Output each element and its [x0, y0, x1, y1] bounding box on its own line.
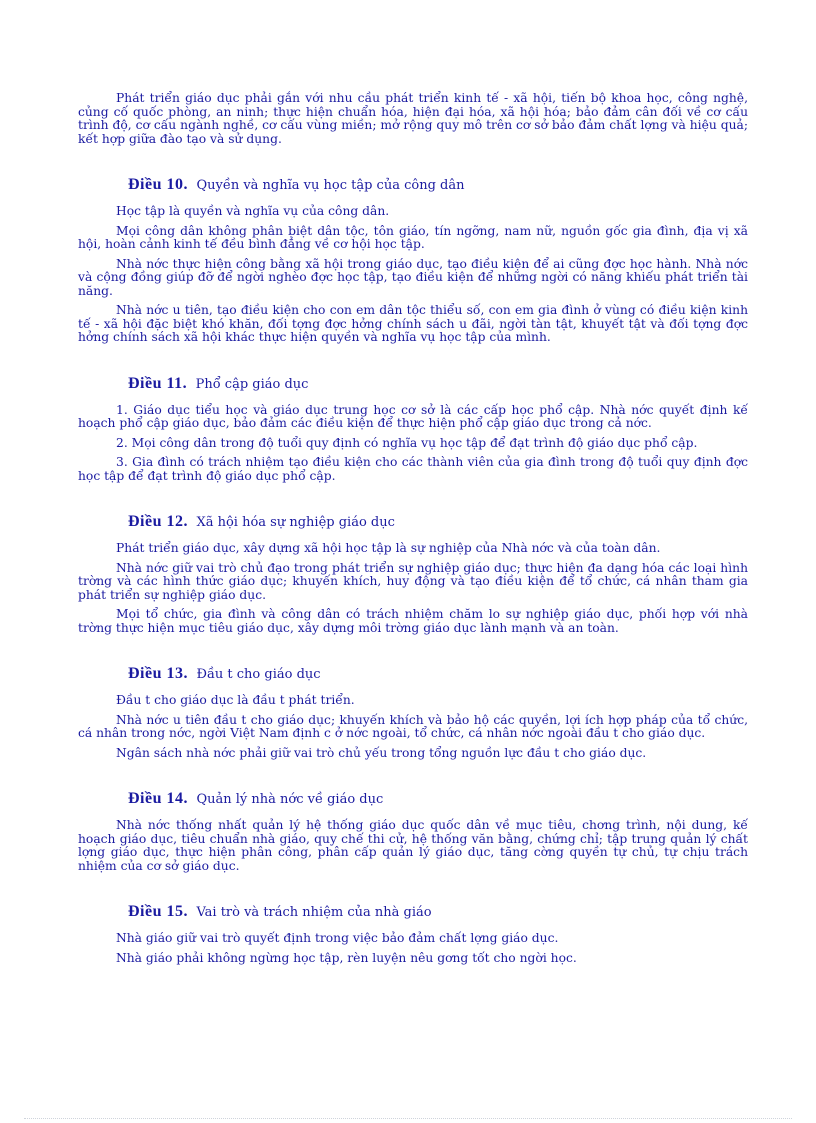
article-number: Điều 14. — [128, 790, 188, 807]
article-heading — [128, 176, 748, 195]
article-heading — [128, 790, 748, 809]
article-title: Quyền và nghĩa vụ học tập của công dân — [196, 178, 465, 193]
article-14 — [78, 790, 748, 873]
article-title: Xã hội hóa sự nghiệp giáo dục — [196, 515, 395, 530]
article-10 — [78, 176, 748, 345]
paragraph: Học tập là quyền và nghĩa vụ của công dân. — [116, 204, 390, 218]
article-number: Điều 15. — [128, 903, 188, 920]
article-13 — [78, 665, 748, 760]
article-15 — [78, 903, 748, 965]
paragraph: Ngân sách nhà nớc phải giữ vai trò chủ yếu trong tổng nguồn lực đầu t cho giáo dục. — [116, 745, 647, 760]
article-heading — [128, 513, 748, 532]
article-11 — [78, 375, 748, 484]
intro-paragraph: Phát triển giáo dục phải gắn với nhu cầu phát triển kinh tế - xã hội, tiến bộ khoa học, công nghệ, củng cố quốc phòng, an ninh; thực hiện chuẩn hóa, hiện đại hóa, xã hội hóa; bảo đảm cân đối về cơ cấu trình độ, cơ cấu ngành nghề, cơ cấu vùng miền; mở rộng quy mô trên cơ sở bảo đảm chất lợng và hiệu quả; kết hợp giữa đào tạo và sử dụng. — [78, 91, 748, 146]
paragraph: Nhà nớc thống nhất quản lý hệ thống giáo dục quốc dân về mục tiêu, chơng trình, nội dung, kế hoạch giáo dục, tiêu chuẩn nhà giáo, quy chế thi cử, hệ thống văn bằng, chứng chỉ; tập trung quản lý chất lợng giáo dục, thực hiện phân công, phân cấp quản lý giáo dục, tăng cờng quyền tự chủ, tự chịu trách nhiệm của cơ sở giáo dục. — [78, 818, 748, 873]
footer-divider — [24, 1118, 792, 1119]
paragraph: Phát triển giáo dục, xây dựng xã hội học tập là sự nghiệp của Nhà nớc và của toàn dân. — [116, 541, 661, 555]
paragraph: Đầu t cho giáo dục là đầu t phát triển. — [116, 693, 355, 707]
intro-section — [78, 92, 748, 146]
article-number: Điều 12. — [128, 513, 188, 530]
paragraph: Nhà nớc thực hiện công bằng xã hội trong giáo dục, tạo điều kiện để ai cũng đợc học hành. Nhà nớc và cộng đồng giúp đỡ để ngời nghèo đợc học tập, tạo điều kiện để những ngời có năng khiếu phát triển tài năng. — [78, 256, 748, 298]
article-title: Quản lý nhà nớc về giáo dục — [196, 792, 384, 807]
paragraph: Nhà giáo giữ vai trò quyết định trong việc bảo đảm chất lợng giáo dục. — [116, 931, 559, 945]
paragraph: Mọi tổ chức, gia đình và công dân có trách nhiệm chăm lo sự nghiệp giáo dục, phối hợp với nhà trờng thực hiện mục tiêu giáo dục, xây dựng môi trờng giáo dục lành mạnh và an toàn. — [78, 607, 748, 635]
paragraph: Nhà nớc u tiên, tạo điều kiện cho con em dân tộc thiểu số, con em gia đình ở vùng có điều kiện kinh tế - xã hội đặc biệt khó khăn, đối tợng đợc hởng chính sách u đãi, ngời tàn tật, khuyết tật và đối tợng đợc hởng chính sách xã hội khác thực hiện quyền và nghĩa vụ học tập của mình. — [78, 303, 748, 344]
article-number: Điều 10. — [128, 176, 188, 193]
article-title: Vai trò và trách nhiệm của nhà giáo — [196, 905, 432, 920]
paragraph: Nhà nớc giữ vai trò chủ đạo trong phát triển sự nghiệp giáo dục; thực hiện đa dạng hóa các loại hình trờng và các hình thức giáo dục; khuyến khích, huy động và tạo điều kiện để tổ chức, cá nhân tham gia phát triển sự nghiệp giáo dục. — [78, 560, 748, 602]
article-heading — [128, 375, 748, 394]
article-12 — [78, 513, 748, 635]
paragraph: Mọi công dân không phân biệt dân tộc, tôn giáo, tín ngỡng, nam nữ, nguồn gốc gia đình, địa vị xã hội, hoàn cảnh kinh tế đều bình đẳng về cơ hội học tập. — [78, 223, 748, 251]
article-title: Đầu t cho giáo dục — [196, 667, 321, 682]
paragraph: 1. Giáo dục tiểu học và giáo dục trung học cơ sở là các cấp học phổ cập. Nhà nớc quyết định kế hoạch phổ cập giáo dục, bảo đảm các điều kiện để thực hiện phổ cập giáo dục trong cả nớc. — [78, 402, 748, 430]
paragraph: Nhà nớc u tiên đầu t cho giáo dục; khuyến khích và bảo hộ các quyền, lợi ích hợp pháp của tổ chức, cá nhân trong nớc, ngời Việt Nam định c ở nớc ngoài, tổ chức, cá nhân nớc ngoài đầu t cho giáo dục. — [78, 712, 748, 740]
article-number: Điều 11. — [128, 374, 188, 392]
article-heading — [128, 665, 748, 684]
paragraph: Nhà giáo phải không ngừng học tập, rèn luyện nêu gơng tốt cho ngời học. — [116, 950, 577, 965]
article-heading — [128, 903, 748, 922]
paragraph: 2. Mọi công dân trong độ tuổi quy định có nghĩa vụ học tập để đạt trình độ giáo dục phổ cập. — [116, 435, 698, 450]
paragraph: 3. Gia đình có trách nhiệm tạo điều kiện cho các thành viên của gia đình trong độ tuổi quy định đợc học tập để đạt trình độ giáo dục phổ cập. — [78, 455, 748, 483]
article-title: Phổ cập giáo dục — [195, 376, 309, 392]
article-number: Điều 13. — [128, 665, 188, 682]
document-page — [78, 92, 748, 995]
